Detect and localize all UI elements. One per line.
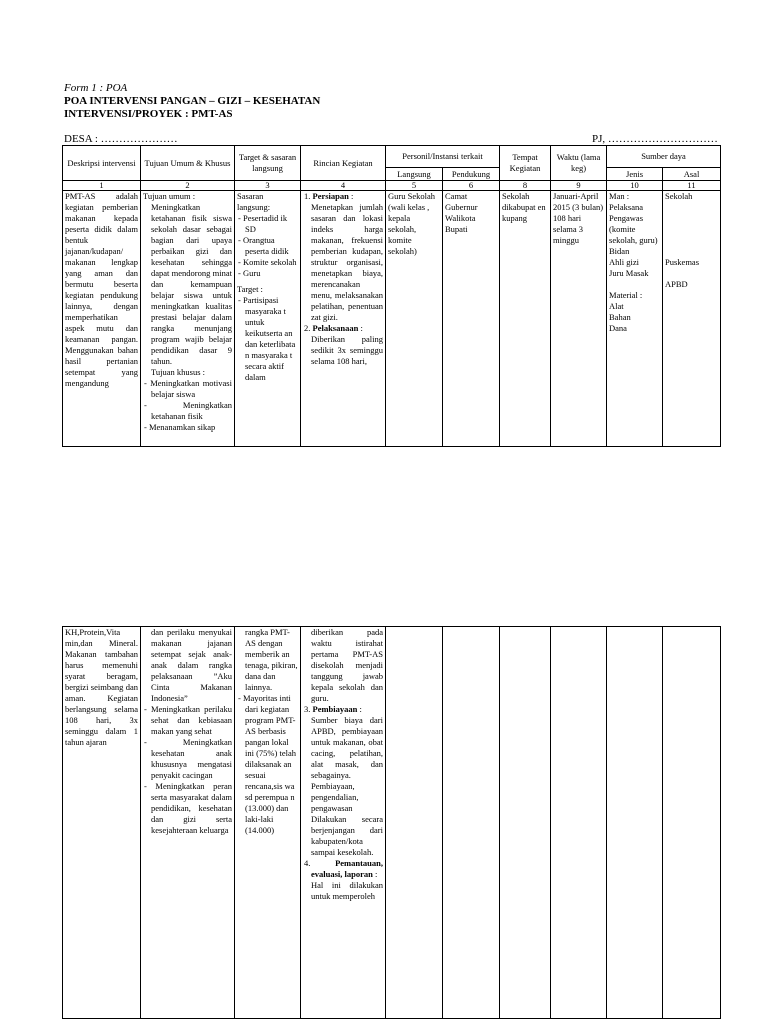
- col-asal: Asal: [663, 168, 721, 181]
- asal-cell: Sekolah Puskemas APBD: [663, 191, 721, 447]
- poa-table-page2: [62, 626, 721, 1019]
- tujuan-cell: dan perilaku menyukai makanan jajanan setempat sejak anak-anak dalam rangka pelaksanaan ”Aku Cinta Makanan Indonesia” - Meningkatkan perilaku sehat dan kebiasaan makan yang sehat - Meningkatkan kesehatan anak khususnya mengatasi penyakit cacingan - Meningkatkan peran serta masyarakat dalam pendidikan, kesehatan dan gizi serta kesejahteraan keluarga: [141, 627, 235, 1019]
- col-jenis: Jenis: [607, 168, 663, 181]
- target-cell: Sasaran langsung: - Pesertadid ik SD - Orangtua peserta didik - Komite sekolah - Guru Target : - Partisipasi masyaraka t untuk keikutserta an dan keterlibata n masyaraka t secara aktif dalam: [235, 191, 301, 447]
- langsung-cell: [386, 627, 443, 1019]
- poa-table-page1: [62, 145, 721, 447]
- tujuan-cell: Tujuan umum : Meningkatkan ketahanan fisik siswa sekolah dasar sebagai bagian dari upaya perbaikan gizi dan kesehatan sehingga dapat mendorong minat dan kemampuan belajar siswa untuk meningkatkan kualitas prestasi belajar dalam rangka menunjang program wajib belajar pendidikan dasar 9 tahun. Tujuan khusus : - Meningkatkan motivasi belajar siswa - Meningkatkan ketahanan fisik - Menanamkan sikap: [141, 191, 235, 447]
- table-row: [63, 627, 721, 1019]
- deskripsi-cell: PMT-AS adalah kegiatan pemberian makanan kepada peserta didik dalam bentuk jajanan/kudapan/ makanan lengkap yang aman dan bermutu beserta kegiatan pendukung lainnya, dengan memperhatikan aspek mutu dan keamanan pangan. Menggunakan bahan hasil pertanian setempat yang mengandung: [63, 191, 141, 447]
- pj-field: PJ, …………………………: [592, 133, 718, 145]
- jenis-cell: [607, 627, 663, 1019]
- pendukung-cell: [443, 627, 500, 1019]
- waktu-cell: Januari-April 2015 (3 bulan) 108 hari selama 3 minggu: [551, 191, 607, 447]
- desa-field: DESA : …………………: [64, 133, 178, 145]
- col-target: Target & sasaran langsung: [235, 146, 301, 181]
- column-number-row: 1 2 3 4 5 6 8 9 10 11: [63, 181, 721, 191]
- col-sumber-daya: Sumber daya: [607, 146, 721, 168]
- tempat-cell: Sekolah dikabupat en kupang: [500, 191, 551, 447]
- col-pendukung: Pendukung: [443, 168, 500, 181]
- pendukung-cell: Camat Gubernur Walikota Bupati: [443, 191, 500, 447]
- tempat-cell: [500, 627, 551, 1019]
- col-tempat: Tempat Kegiatan: [500, 146, 551, 181]
- langsung-cell: Guru Sekolah (wali kelas , kepala sekolah, komite sekolah): [386, 191, 443, 447]
- rincian-cell: diberikan pada waktu istirahat pertama PMT-AS disekolah menjadi tanggung jawab kepala sekolah dan guru. 3. Pembiayaan : Sumber biaya dari APBD, pembiayaan untuk makanan, obat cacing, pelatihan, alat masak, dan sebagainya. Pembiayaan, pengendalian, pengawasan Dilakukan secara berjenjangan dari kabupaten/kota sampai kesekolah. 4. Pemantauan, evaluasi, laporan : Hal ini dilakukan untuk memperoleh: [301, 627, 386, 1019]
- doc-subtitle: INTERVENSI/PROYEK : PMT-AS: [64, 108, 233, 120]
- target-cell: rangka PMT-AS dengan memberik an tenaga, pikiran, dana dan lainnya. - Mayoritas inti dari kegiatan program PMT-AS berbasis pangan lokal ini (75%) telah dilaksanak an sesuai rencana,sis wa sd perempua n (13.000) dan laki-laki (14.000): [235, 627, 301, 1019]
- col-rincian: Rincian Kegiatan: [301, 146, 386, 181]
- deskripsi-cell: KH,Protein,Vita min,dan Mineral. Makanan tambahan harus memenuhi syarat beragam, bergizi seimbang dan aman. Kegiatan berlangsung selama 108 hari, 3x seminggu dalam 1 tahun ajaran: [63, 627, 141, 1019]
- jenis-cell: Man : Pelaksana Pengawas (komite sekolah, guru) Bidan Ahli gizi Juru Masak Material : Alat Bahan Dana: [607, 191, 663, 447]
- waktu-cell: [551, 627, 607, 1019]
- asal-cell: [663, 627, 721, 1019]
- col-waktu: Waktu (lama keg): [551, 146, 607, 181]
- table-row: [63, 191, 721, 447]
- col-personil: Personil/Instansi terkait: [386, 146, 500, 168]
- rincian-cell: 1. Persiapan : Menetapkan jumlah sasaran dan lokasi indeks harga makanan, frekuensi pemberian kudapan, struktur organisasi, menetapkan biaya, merencanakan menu, melaksanakan pelatihan, penentuan zat gizi. 2. Pelaksanaan : Diberikan paling sedikit 3x seminggu selama 108 hari,: [301, 191, 386, 447]
- doc-title: POA INTERVENSI PANGAN – GIZI – KESEHATAN: [64, 95, 321, 107]
- col-langsung: Langsung: [386, 168, 443, 181]
- col-deskripsi: Deskripsi intervensi: [63, 146, 141, 181]
- col-tujuan: Tujuan Umum & Khusus: [141, 146, 235, 181]
- form-label: Form 1 : POA: [64, 82, 128, 94]
